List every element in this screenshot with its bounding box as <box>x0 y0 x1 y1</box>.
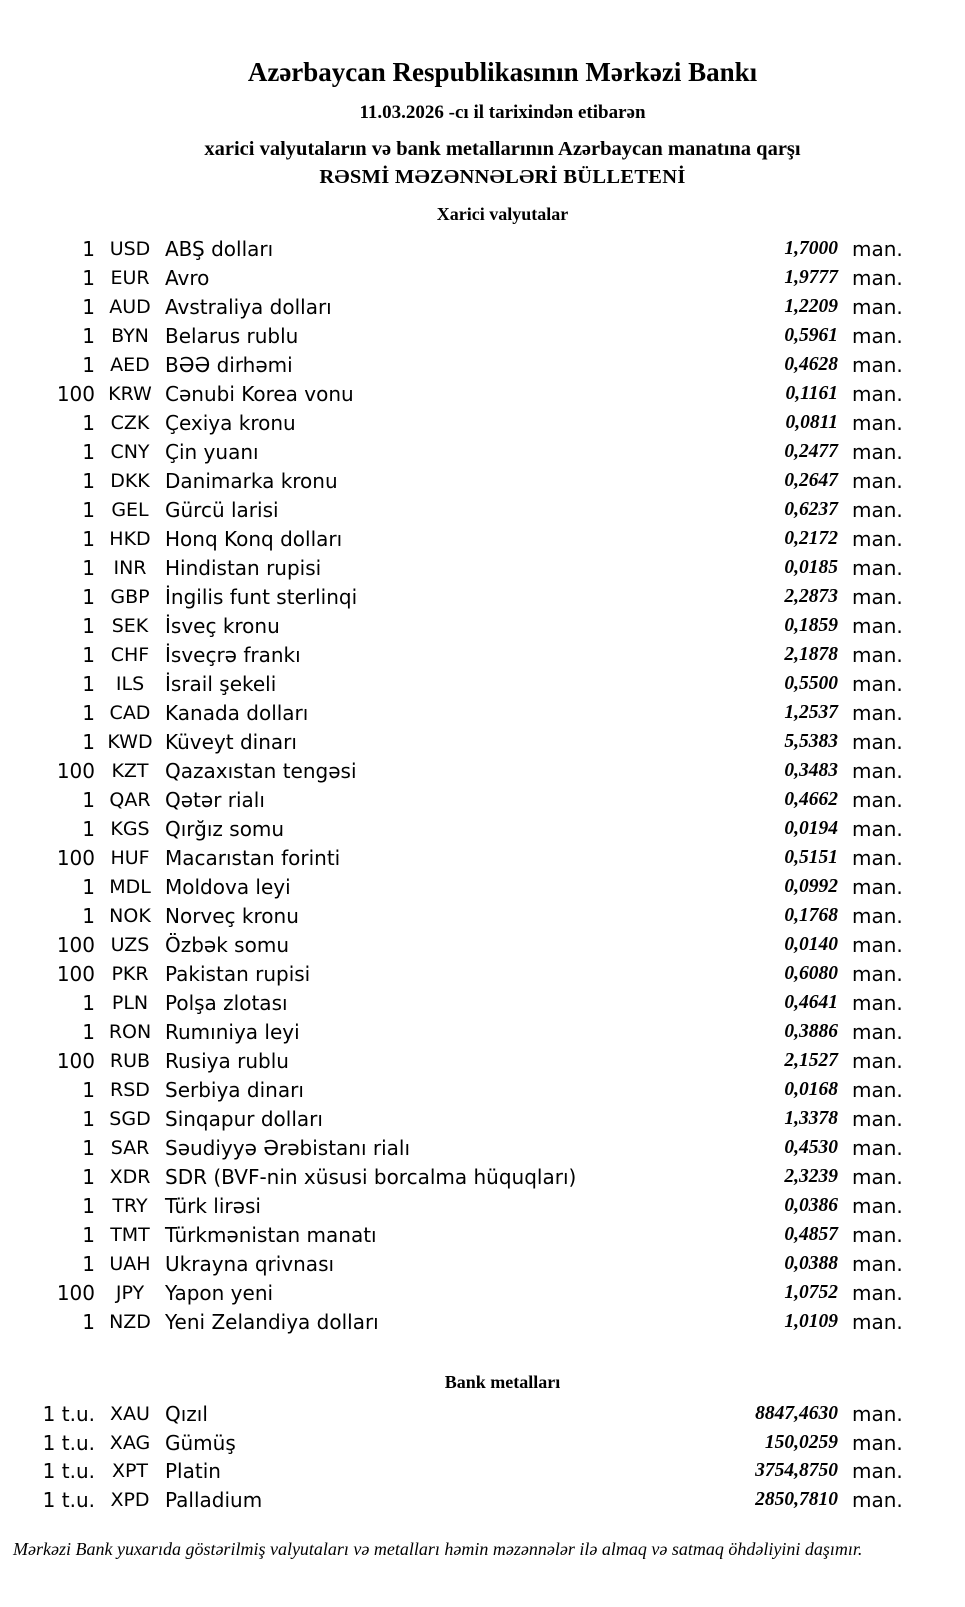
quantity-cell: 1 <box>82 1251 95 1276</box>
currency-code-cell: HKD <box>109 527 151 550</box>
currency-name-cell: Qazaxıstan tengəsi <box>165 758 357 783</box>
unit-label-cell: man. <box>852 1309 903 1334</box>
currency-code-cell: XPD <box>110 1488 150 1511</box>
currency-code-cell: ILS <box>115 672 145 695</box>
rate-value-cell: 0,3886 <box>784 1020 838 1042</box>
currency-name-cell: Rumıniya leyi <box>165 1019 300 1044</box>
quantity-cell: 1 <box>82 236 95 261</box>
currency-code-cell: TMT <box>110 1223 150 1246</box>
rate-value-cell: 1,0109 <box>784 1310 838 1332</box>
currency-code-cell: QAR <box>109 788 151 811</box>
quantity-cell: 1 <box>82 1193 95 1218</box>
rate-value-cell: 0,0140 <box>784 933 838 955</box>
currency-name-cell: Yapon yeni <box>165 1280 274 1305</box>
rate-value-cell: 2,2873 <box>784 585 838 607</box>
currency-name-cell: İsveç kronu <box>165 613 280 638</box>
currency-name-cell: Avstraliya dolları <box>165 294 332 319</box>
rate-value-cell: 0,0185 <box>784 556 838 578</box>
rate-value-cell: 1,7000 <box>784 237 838 259</box>
rate-row <box>0 698 905 727</box>
quantity-cell: 100 <box>56 758 95 783</box>
currency-code-cell: CZK <box>110 411 150 434</box>
currency-name-cell: Çin yuanı <box>165 439 259 464</box>
rate-row <box>0 234 905 263</box>
quantity-cell: 1 <box>82 816 95 841</box>
currency-name-cell: Səudiyyə Ərəbistanı rialı <box>165 1135 411 1160</box>
currency-code-cell: RUB <box>109 1049 151 1072</box>
rate-value-cell: 0,5961 <box>784 324 838 346</box>
quantity-cell: 1 <box>82 990 95 1015</box>
rate-row <box>0 292 905 321</box>
currency-name-cell: Avro <box>165 265 210 290</box>
rate-row <box>0 1457 905 1486</box>
rate-value-cell: 0,1859 <box>784 614 838 636</box>
currency-code-cell: SGD <box>109 1107 151 1130</box>
unit-label-cell: man. <box>852 1251 903 1276</box>
rate-row <box>0 727 905 756</box>
rate-value-cell: 0,0388 <box>784 1252 838 1274</box>
rate-row <box>0 1278 905 1307</box>
quantity-cell: 1 <box>82 700 95 725</box>
unit-label-cell: man. <box>852 410 903 435</box>
currency-name-cell: Serbiya dinarı <box>165 1077 304 1102</box>
quantity-cell: 1 t.u. <box>42 1459 95 1484</box>
unit-label-cell: man. <box>852 526 903 551</box>
quantity-cell: 1 <box>82 903 95 928</box>
currency-name-cell: Türk lirəsi <box>165 1193 261 1218</box>
rate-value-cell: 8847,4630 <box>755 1403 838 1425</box>
unit-label-cell: man. <box>852 352 903 377</box>
rate-row <box>0 524 905 553</box>
rate-row <box>0 1104 905 1133</box>
unit-label-cell: man. <box>852 758 903 783</box>
metal-rates-list <box>0 1400 905 1514</box>
unit-label-cell: man. <box>852 990 903 1015</box>
quantity-cell: 1 <box>82 1164 95 1189</box>
unit-label-cell: man. <box>852 1164 903 1189</box>
quantity-cell: 1 <box>82 1222 95 1247</box>
currency-name-cell: Özbək somu <box>165 932 289 957</box>
currency-code-cell: NOK <box>109 904 151 927</box>
currency-code-cell: HUF <box>110 846 150 869</box>
rate-row <box>0 1307 905 1336</box>
quantity-cell: 1 <box>82 1019 95 1044</box>
unit-label-cell: man. <box>852 584 903 609</box>
currency-section-heading: Xarici valyutalar <box>436 204 569 224</box>
currency-name-cell: Platin <box>165 1459 221 1484</box>
quantity-cell: 1 <box>82 323 95 348</box>
rate-value-cell: 0,6080 <box>784 962 838 984</box>
quantity-cell: 1 <box>82 294 95 319</box>
unit-label-cell: man. <box>852 1222 903 1247</box>
unit-label-cell: man. <box>852 729 903 754</box>
rate-value-cell: 0,0992 <box>784 875 838 897</box>
rate-value-cell: 1,3378 <box>784 1107 838 1129</box>
rate-value-cell: 0,4628 <box>784 353 838 375</box>
rate-value-cell: 150,0259 <box>764 1431 838 1453</box>
unit-label-cell: man. <box>852 265 903 290</box>
rate-row <box>0 263 905 292</box>
rate-row <box>0 1249 905 1278</box>
unit-label-cell: man. <box>852 613 903 638</box>
bulletin-title: RƏSMİ MƏZƏNNƏLƏRİ BÜLLETENİ <box>319 166 686 188</box>
quantity-cell: 100 <box>56 932 95 957</box>
effective-date-line: 11.03.2026 -cı il tarixindən etibarən <box>359 102 646 123</box>
currency-code-cell: CHF <box>110 643 150 666</box>
rate-row <box>0 930 905 959</box>
rate-row <box>0 756 905 785</box>
currency-code-cell: KGS <box>110 817 150 840</box>
rate-row <box>0 437 905 466</box>
quantity-cell: 1 <box>82 1135 95 1160</box>
currency-code-cell: XPT <box>111 1460 149 1483</box>
unit-label-cell: man. <box>852 468 903 493</box>
quantity-cell: 1 <box>82 555 95 580</box>
rate-value-cell: 3754,8750 <box>755 1460 838 1482</box>
quantity-cell: 1 <box>82 671 95 696</box>
rate-row <box>0 408 905 437</box>
currency-code-cell: GEL <box>111 498 149 521</box>
currency-name-cell: İngilis funt sterlinqi <box>165 584 358 609</box>
rate-value-cell: 0,4530 <box>784 1136 838 1158</box>
unit-label-cell: man. <box>852 1048 903 1073</box>
currency-name-cell: İsveçrə frankı <box>165 642 301 667</box>
currency-code-cell: BYN <box>111 324 149 347</box>
currency-code-cell: AUD <box>109 295 151 318</box>
rate-value-cell: 0,4662 <box>784 788 838 810</box>
quantity-cell: 1 <box>82 352 95 377</box>
rate-row <box>0 495 905 524</box>
quantity-cell: 1 <box>82 1309 95 1334</box>
currency-code-cell: RSD <box>110 1078 150 1101</box>
currency-name-cell: Küveyt dinarı <box>165 729 297 754</box>
quantity-cell: 1 t.u. <box>42 1487 95 1512</box>
rate-value-cell: 0,0194 <box>784 817 838 839</box>
currency-code-cell: RON <box>108 1020 152 1043</box>
currency-code-cell: KRW <box>108 382 152 405</box>
currency-name-cell: Palladium <box>165 1487 263 1512</box>
currency-name-cell: Qızıl <box>165 1402 208 1427</box>
currency-code-cell: NZD <box>109 1310 151 1333</box>
rate-value-cell: 0,1161 <box>785 382 838 404</box>
currency-name-cell: Qətər rialı <box>165 787 265 812</box>
unit-label-cell: man. <box>852 787 903 812</box>
quantity-cell: 100 <box>56 845 95 870</box>
currency-name-cell: Gürcü larisi <box>165 497 279 522</box>
currency-code-cell: PLN <box>111 991 149 1014</box>
unit-label-cell: man. <box>852 294 903 319</box>
unit-label-cell: man. <box>852 961 903 986</box>
rate-value-cell: 1,2209 <box>784 295 838 317</box>
rate-row <box>0 1486 905 1515</box>
rate-value-cell: 0,3483 <box>784 759 838 781</box>
quantity-cell: 100 <box>56 1048 95 1073</box>
quantity-cell: 1 <box>82 468 95 493</box>
currency-name-cell: Gümüş <box>165 1430 236 1455</box>
currency-code-cell: MDL <box>109 875 151 898</box>
quantity-cell: 1 <box>82 787 95 812</box>
quantity-cell: 1 <box>82 729 95 754</box>
rate-value-cell: 0,4641 <box>784 991 838 1013</box>
rate-value-cell: 0,2647 <box>784 469 838 491</box>
currency-name-cell: Hindistan rupisi <box>165 555 322 580</box>
quantity-cell: 1 <box>82 526 95 551</box>
currency-code-cell: PKR <box>111 962 149 985</box>
currency-name-cell: Norveç kronu <box>165 903 299 928</box>
unit-label-cell: man. <box>852 1019 903 1044</box>
currency-name-cell: Macarıstan forinti <box>165 845 341 870</box>
currency-code-cell: XAG <box>109 1431 151 1454</box>
unit-label-cell: man. <box>852 903 903 928</box>
currency-name-cell: SDR (BVF-nin xüsusi borcalma hüquqları) <box>165 1164 577 1189</box>
currency-code-cell: KZT <box>111 759 149 782</box>
rate-row <box>0 553 905 582</box>
rate-row <box>0 669 905 698</box>
currency-name-cell: Qırğız somu <box>165 816 285 841</box>
rate-value-cell: 0,5151 <box>784 846 838 868</box>
unit-label-cell: man. <box>852 1135 903 1160</box>
unit-label-cell: man. <box>852 700 903 725</box>
unit-label-cell: man. <box>852 932 903 957</box>
rate-value-cell: 0,5500 <box>784 672 838 694</box>
rate-value-cell: 5,5383 <box>784 730 838 752</box>
rate-value-cell: 0,0386 <box>784 1194 838 1216</box>
currency-name-cell: İsrail şekeli <box>165 671 277 696</box>
unit-label-cell: man. <box>852 497 903 522</box>
rate-row <box>0 1162 905 1191</box>
rate-row <box>0 1429 905 1458</box>
rate-value-cell: 1,0752 <box>784 1281 838 1303</box>
currency-name-cell: Pakistan rupisi <box>165 961 311 986</box>
unit-label-cell: man. <box>852 236 903 261</box>
currency-code-cell: TRY <box>112 1194 148 1217</box>
unit-label-cell: man. <box>852 642 903 667</box>
disclaimer-text: Mərkəzi Bank yuxarıda göstərilmiş valyutaları və metalları həmin məzənnələr ilə almaq və satmaq öhdəliyini daşımır. <box>13 1539 863 1559</box>
currency-code-cell: CNY <box>110 440 150 463</box>
rate-row <box>0 814 905 843</box>
rate-value-cell: 2,1527 <box>784 1049 838 1071</box>
unit-label-cell: man. <box>852 323 903 348</box>
rate-row <box>0 582 905 611</box>
currency-name-cell: Yeni Zelandiya dolları <box>165 1309 379 1334</box>
quantity-cell: 1 <box>82 584 95 609</box>
quantity-cell: 100 <box>56 381 95 406</box>
rate-value-cell: 0,6237 <box>784 498 838 520</box>
unit-label-cell: man. <box>852 1487 903 1512</box>
rate-row <box>0 1400 905 1429</box>
currency-code-cell: INR <box>113 556 147 579</box>
quantity-cell: 1 t.u. <box>42 1430 95 1455</box>
quantity-cell: 100 <box>56 1280 95 1305</box>
subtitle-line: xarici valyutaların və bank metallarının Azərbaycan manatına qarşı <box>204 138 801 160</box>
unit-label-cell: man. <box>852 816 903 841</box>
currency-code-cell: UAH <box>109 1252 151 1275</box>
currency-name-cell: Danimarka kronu <box>165 468 338 493</box>
rate-value-cell: 2,3239 <box>784 1165 838 1187</box>
rate-row <box>0 640 905 669</box>
unit-label-cell: man. <box>852 1430 903 1455</box>
currency-code-cell: AED <box>110 353 150 376</box>
rate-row <box>0 959 905 988</box>
quantity-cell: 1 <box>82 613 95 638</box>
rate-value-cell: 0,1768 <box>784 904 838 926</box>
unit-label-cell: man. <box>852 1459 903 1484</box>
currency-name-cell: Belarus rublu <box>165 323 299 348</box>
rate-row <box>0 1133 905 1162</box>
quantity-cell: 1 <box>82 497 95 522</box>
currency-name-cell: Honq Konq dolları <box>165 526 343 551</box>
currency-code-cell: DKK <box>110 469 150 492</box>
document-header <box>0 0 965 189</box>
rate-row <box>0 1220 905 1249</box>
quantity-cell: 100 <box>56 961 95 986</box>
rate-value-cell: 0,4857 <box>784 1223 838 1245</box>
rate-value-cell: 0,2477 <box>784 440 838 462</box>
rate-value-cell: 2850,7810 <box>755 1488 838 1510</box>
rate-row <box>0 1017 905 1046</box>
currency-code-cell: UZS <box>110 933 150 956</box>
currency-name-cell: Türkmənistan manatı <box>165 1222 377 1247</box>
unit-label-cell: man. <box>852 1106 903 1131</box>
rate-row <box>0 785 905 814</box>
quantity-cell: 1 <box>82 874 95 899</box>
rate-row <box>0 988 905 1017</box>
quantity-cell: 1 <box>82 265 95 290</box>
currency-rates-list <box>0 234 905 1336</box>
quantity-cell: 1 <box>82 439 95 464</box>
currency-code-cell: SEK <box>111 614 149 637</box>
unit-label-cell: man. <box>852 1193 903 1218</box>
currency-name-cell: Kanada dolları <box>165 700 309 725</box>
rate-value-cell: 0,0168 <box>784 1078 838 1100</box>
currency-name-cell: Cənubi Korea vonu <box>165 381 354 406</box>
rate-row <box>0 611 905 640</box>
unit-label-cell: man. <box>852 1402 903 1427</box>
currency-name-cell: Rusiya rublu <box>165 1048 289 1073</box>
currency-name-cell: Polşa zlotası <box>165 990 288 1015</box>
quantity-cell: 1 <box>82 642 95 667</box>
unit-label-cell: man. <box>852 845 903 870</box>
currency-code-cell: KWD <box>107 730 153 753</box>
rate-value-cell: 1,2537 <box>784 701 838 723</box>
unit-label-cell: man. <box>852 439 903 464</box>
rate-value-cell: 0,0811 <box>785 411 838 433</box>
unit-label-cell: man. <box>852 1280 903 1305</box>
currency-name-cell: Çexiya kronu <box>165 410 296 435</box>
rate-row <box>0 843 905 872</box>
currency-code-cell: CAD <box>109 701 151 724</box>
rate-value-cell: 1,9777 <box>784 266 838 288</box>
rate-row <box>0 379 905 408</box>
rate-row <box>0 321 905 350</box>
rate-row <box>0 1075 905 1104</box>
currency-name-cell: Moldova leyi <box>165 874 291 899</box>
currency-name-cell: Sinqapur dolları <box>165 1106 323 1131</box>
quantity-cell: 1 <box>82 410 95 435</box>
rate-row <box>0 350 905 379</box>
currency-name-cell: BƏƏ dirhəmi <box>165 352 293 377</box>
rate-row <box>0 901 905 930</box>
quantity-cell: 1 <box>82 1077 95 1102</box>
rate-row <box>0 1046 905 1075</box>
currency-name-cell: ABŞ dolları <box>165 236 274 261</box>
rate-row <box>0 1191 905 1220</box>
unit-label-cell: man. <box>852 1077 903 1102</box>
unit-label-cell: man. <box>852 874 903 899</box>
rate-row <box>0 872 905 901</box>
rate-row <box>0 466 905 495</box>
currency-name-cell: Ukrayna qrivnası <box>165 1251 335 1276</box>
currency-code-cell: USD <box>109 237 151 260</box>
unit-label-cell: man. <box>852 381 903 406</box>
quantity-cell: 1 <box>82 1106 95 1131</box>
currency-code-cell: EUR <box>110 266 150 289</box>
unit-label-cell: man. <box>852 555 903 580</box>
currency-code-cell: XDR <box>109 1165 151 1188</box>
unit-label-cell: man. <box>852 671 903 696</box>
rate-value-cell: 2,1878 <box>784 643 838 665</box>
currency-code-cell: SAR <box>110 1136 150 1159</box>
currency-code-cell: JPY <box>115 1281 145 1304</box>
currency-code-cell: GBP <box>110 585 150 608</box>
rate-value-cell: 0,2172 <box>784 527 838 549</box>
metals-section-heading: Bank metalları <box>444 1372 561 1392</box>
bank-title: Azərbaycan Respublikasının Mərkəzi Bankı <box>247 57 758 87</box>
currency-code-cell: XAU <box>110 1403 150 1426</box>
quantity-cell: 1 t.u. <box>42 1402 95 1427</box>
